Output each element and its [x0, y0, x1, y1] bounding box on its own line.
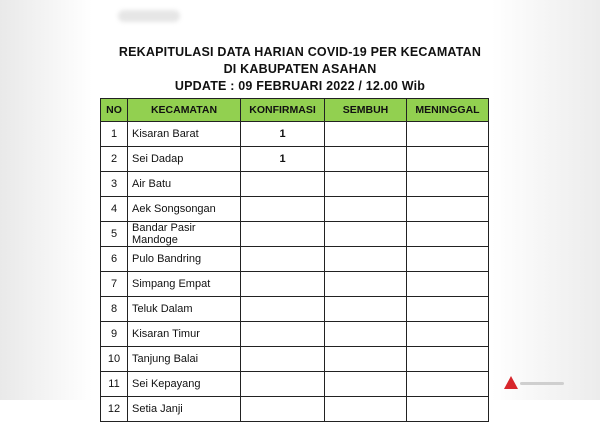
- cell-meninggal: [407, 222, 489, 247]
- cell-kecamatan: Pulo Bandring: [128, 247, 241, 272]
- cell-sembuh: [325, 197, 407, 222]
- cell-no: 3: [101, 172, 128, 197]
- cell-konfirmasi: [241, 322, 325, 347]
- cell-sembuh: [325, 122, 407, 147]
- cell-sembuh: [325, 147, 407, 172]
- column-header-kecamatan: KECAMATAN: [128, 99, 241, 122]
- blurred-background-element: [118, 10, 180, 22]
- title-line-1: REKAPITULASI DATA HARIAN COVID-19 PER KECAMATAN: [118, 45, 482, 59]
- cell-konfirmasi: [241, 272, 325, 297]
- cell-no: 6: [101, 247, 128, 272]
- update-line: UPDATE : 09 FEBRUARI 2022 / 12.00 Wib: [174, 79, 426, 93]
- watermark-text-blur: [520, 382, 564, 385]
- cell-meninggal: [407, 322, 489, 347]
- cell-no: 10: [101, 347, 128, 372]
- cell-meninggal: [407, 147, 489, 172]
- table-row: [101, 372, 489, 397]
- cell-konfirmasi: 1: [241, 122, 325, 147]
- cell-sembuh: [325, 372, 407, 397]
- cell-kecamatan: Aek Songsongan: [128, 197, 241, 222]
- table-row: [101, 322, 489, 347]
- cell-meninggal: [407, 397, 489, 422]
- table-row: [101, 272, 489, 297]
- cell-kecamatan: Sei Kepayang: [128, 372, 241, 397]
- cell-kecamatan: Teluk Dalam: [128, 297, 241, 322]
- cell-sembuh: [325, 272, 407, 297]
- cell-kecamatan: Tanjung Balai: [128, 347, 241, 372]
- cell-no: 12: [101, 397, 128, 422]
- cell-meninggal: [407, 272, 489, 297]
- cell-konfirmasi: [241, 172, 325, 197]
- cell-no: 1: [101, 122, 128, 147]
- cell-kecamatan: Sei Dadap: [128, 147, 241, 172]
- table-row: [101, 297, 489, 322]
- cell-konfirmasi: [241, 247, 325, 272]
- cell-no: 7: [101, 272, 128, 297]
- cell-konfirmasi: [241, 347, 325, 372]
- cell-meninggal: [407, 172, 489, 197]
- cell-konfirmasi: [241, 397, 325, 422]
- table-row: [101, 147, 489, 172]
- cell-no: 4: [101, 197, 128, 222]
- table-row: [101, 122, 489, 147]
- cell-no: 2: [101, 147, 128, 172]
- table-header-row: [101, 99, 489, 122]
- cell-konfirmasi: 1: [241, 147, 325, 172]
- table-row: [101, 197, 489, 222]
- cell-no: 9: [101, 322, 128, 347]
- cell-sembuh: [325, 322, 407, 347]
- cell-kecamatan: Kisaran Timur: [128, 322, 241, 347]
- cell-meninggal: [407, 347, 489, 372]
- cell-meninggal: [407, 122, 489, 147]
- table-row: [101, 397, 489, 422]
- table-row: [101, 247, 489, 272]
- cell-sembuh: [325, 297, 407, 322]
- cell-sembuh: [325, 222, 407, 247]
- cell-kecamatan: Setia Janji: [128, 397, 241, 422]
- brand-logo-icon: [504, 376, 518, 389]
- cell-sembuh: [325, 247, 407, 272]
- cell-kecamatan: Air Batu: [128, 172, 241, 197]
- cell-no: 5: [101, 222, 128, 247]
- cell-konfirmasi: [241, 297, 325, 322]
- cell-meninggal: [407, 197, 489, 222]
- title-line-2: DI KABUPATEN ASAHAN: [223, 62, 377, 76]
- cell-kecamatan: Bandar Pasir Mandoge: [128, 222, 241, 247]
- cell-no: 11: [101, 372, 128, 397]
- column-header-no: NO: [101, 99, 128, 122]
- column-header-konfirmasi: KONFIRMASI: [241, 99, 325, 122]
- cell-konfirmasi: [241, 372, 325, 397]
- cell-sembuh: [325, 347, 407, 372]
- table-row: [101, 347, 489, 372]
- cell-kecamatan: Kisaran Barat: [128, 122, 241, 147]
- table-row: [101, 222, 489, 247]
- cell-no: 8: [101, 297, 128, 322]
- document-header: [0, 44, 600, 95]
- cell-konfirmasi: [241, 197, 325, 222]
- table-row: [101, 172, 489, 197]
- cell-meninggal: [407, 297, 489, 322]
- cell-sembuh: [325, 397, 407, 422]
- column-header-meninggal: MENINGGAL: [407, 99, 489, 122]
- cell-konfirmasi: [241, 222, 325, 247]
- cell-kecamatan: Simpang Empat: [128, 272, 241, 297]
- covid-data-table: [100, 98, 489, 422]
- watermark-logo: [504, 376, 568, 390]
- cell-meninggal: [407, 372, 489, 397]
- cell-meninggal: [407, 247, 489, 272]
- table-body: [101, 122, 489, 422]
- column-header-sembuh: SEMBUH: [325, 99, 407, 122]
- cell-sembuh: [325, 172, 407, 197]
